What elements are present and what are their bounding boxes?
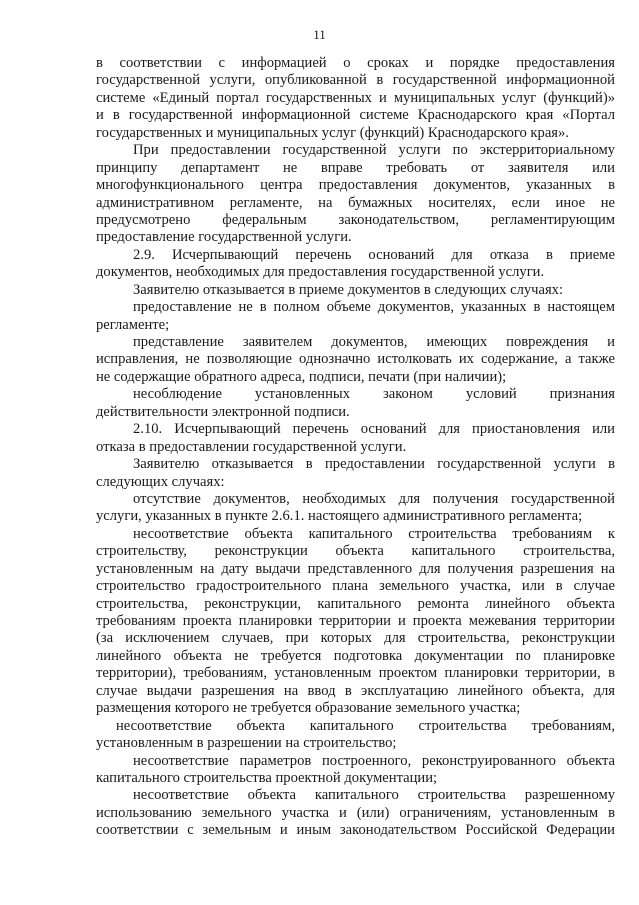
text-line: исправления, не позволяющие однозначно истолковать их содержание, а также [96, 351, 615, 368]
text-line: территории), требованиям, установленным проектом планировки территории, в [96, 665, 615, 682]
text-line: строительства, реконструкции, капитального ремонта линейного объекта [96, 595, 615, 612]
text-line: несоответствие параметров построенного, реконструированного объекта [133, 752, 615, 769]
text-line: следующих случаях: [96, 473, 225, 490]
text-line: Заявителю отказывается в предоставлении государственной услуги в [133, 456, 615, 473]
document-body [96, 55, 615, 840]
text-line: установленным в разрешении на строительство; [96, 735, 397, 752]
text-line: отказа в предоставлении государственной услуги. [96, 438, 407, 455]
text-line: несоответствие объекта капитального строительства требованиям к [133, 525, 615, 542]
page-number: 11 [313, 27, 326, 42]
text-line: При предоставлении государственной услуги по экстерриториальному [133, 142, 615, 159]
text-line: представление заявителем документов, имеющих повреждения и [133, 334, 615, 350]
text-line: строительству, реконструкции объекта капитального строительства, [96, 543, 615, 560]
text-line: строительство градостроительного плана земельного участка, или в случае [96, 578, 615, 595]
text-line: линейного объекта не требуется подготовка документации по планировке [96, 647, 615, 664]
text-line: Заявителю отказывается в приеме документов в следующих случаях: [133, 281, 564, 298]
text-line: не содержащие обратного адреса, подписи, печати (при наличии); [96, 368, 507, 385]
text-line: 2.9. Исчерпывающий перечень оснований для отказа в приеме [133, 246, 615, 263]
text-line: предоставление государственной услуги. [96, 229, 352, 246]
text-line: несоответствие объекта капитального строительства требованиям, [116, 717, 615, 734]
text-line: государственных и муниципальных услуг (функций) Краснодарского края». [96, 124, 569, 141]
text-line: услуги, указанных в пункте 2.6.1. настоящего административного регламента; [96, 508, 583, 525]
text-line: государственной услуги, опубликованной в государственной информационной [96, 72, 615, 89]
text-line: принципу департамент не вправе требовать от заявителя или [96, 159, 615, 176]
text-line: размещения которого не требуется образование земельного участка; [96, 700, 521, 717]
text-line: несоответствие объекта капитального строительства разрешенному [133, 787, 615, 804]
text-line: действительности электронной подписи. [96, 403, 350, 420]
text-line: административном регламенте, на бумажных носителях, если иное не [96, 194, 615, 211]
text-line: документов, необходимых для предоставления государственной услуги. [96, 264, 545, 281]
text-line: системе «Единый портал государственных и муниципальных услуг (функций)» [96, 89, 615, 106]
text-line: использованию земельного участка и (или) ограничениям, установленным в [96, 804, 615, 821]
text-line: 2.10. Исчерпывающий перечень оснований для приостановления или [133, 421, 615, 438]
text-line: требованиям проекта планировки территории и проекта межевания территории [96, 613, 615, 629]
text-line: регламенте; [96, 316, 170, 333]
text-line: многофункционального центра предоставления документов, указанных в [96, 177, 615, 194]
text-line: несоблюдение установленных законом условий признания [133, 386, 615, 403]
text-line: и в государственной информационной системе Краснодарского края «Портал [96, 107, 615, 124]
text-line: капитального строительства проектной документации; [96, 769, 438, 786]
text-line: случае выдачи разрешения на ввод в эксплуатацию линейного объекта, для [96, 682, 615, 699]
text-line: соответствии с земельным и иным законодательством Российской Федерации [96, 822, 615, 839]
text-line: установленным на дату выдачи представленного для получения разрешения на [96, 560, 615, 577]
text-line: предоставление не в полном объеме документов, указанных в настоящем [133, 299, 615, 316]
text-line: в соответствии с информацией о сроках и порядке предоставления [96, 55, 615, 71]
text-line: отсутствие документов, необходимых для получения государственной [133, 490, 615, 507]
text-line: (за исключением случаев, при которых для строительства, реконструкции [96, 630, 615, 647]
text-line: предусмотрено федеральным законодательством, регламентирующим [96, 211, 615, 228]
